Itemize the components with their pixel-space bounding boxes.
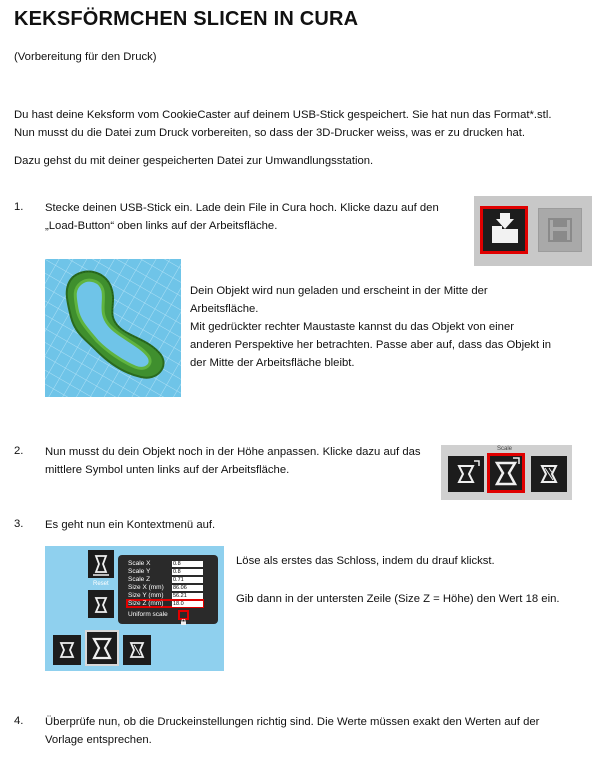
scale-tool-button[interactable] [487,453,525,493]
cura-viewport-screenshot [45,259,181,397]
scale-z-input[interactable]: 0.71 [172,577,203,583]
scale-label: Scale [497,446,513,452]
size-y-input[interactable]: 56.21 [172,593,203,599]
rotate-tool-button[interactable] [531,456,567,492]
object-text-line-3: Mit gedrückter rechter Maustaste kannst du das Objekt von einer [190,321,515,333]
size-z-label: Size Z (mm) [128,600,164,607]
intro-line-3: Dazu gehst du mit deiner gespeicherten Datei zur Umwandlungsstation. [14,155,374,167]
step-4-line-2: Vorlage entsprechen. [45,734,152,746]
scale-x-label: Scale X [128,560,151,567]
scale-y-label: Scale Y [128,568,151,575]
step-2-line-2: mittlere Symbol unten links auf der Arbeitsfläche. [45,464,290,476]
intro-line-1: Du hast deine Keksform vom CookieCaster auf deinem USB-Stick gespeichert. Sie hat nun das Format*.stl. [14,109,552,121]
object-text-line-2: Arbeitsfläche. [190,303,259,315]
scale-tool-icon [490,456,522,490]
move-tool-icon [448,456,484,492]
page-title: KEKSFÖRMCHEN SLICEN IN CURA [14,8,359,30]
scale-x-input[interactable]: 0.8 [172,561,203,567]
scale-tool-button-small[interactable] [85,630,119,666]
uniform-scale-label: Uniform scale [128,611,168,618]
intro-line-2: Nun musst du die Datei zum Druck vorbereiten, so dass der 3D-Drucker weiss, was er zu drucken hat. [14,127,526,139]
step-1-number: 1. [14,201,24,213]
save-button[interactable] [538,208,582,252]
scale-tool-icon [87,632,117,664]
lock-icon [180,619,187,625]
save-disk-icon [539,209,581,251]
size-y-label: Size Y (mm) [128,592,164,599]
object-text-line-1: Dein Objekt wird nun geladen und erscheint in der Mitte der [190,285,488,297]
step-4-line-1: Überprüfe nun, ob die Druckeinstellungen richtig sind. Die Werte müssen exakt den Werten auf der [45,716,540,728]
scale-settings-menu [118,555,218,624]
move-tool-button-small[interactable] [53,635,81,665]
step-2-line-1: Nun musst du dein Objekt noch in der Höhe anpassen. Klicke dazu auf das [45,446,421,458]
rotate-tool-icon [531,456,567,492]
subtitle: (Vorbereitung für den Druck) [14,51,157,63]
move-tool-button[interactable] [448,456,484,492]
object-text-line-5: der Mitte der Arbeitsfläche bleibt. [190,357,355,369]
step-2-number: 2. [14,445,24,457]
step-3-text-line-2: Gib dann in der untersten Zeile (Size Z = Höhe) den Wert 18 ein. [236,593,560,605]
object-text-line-4: anderen Perspektive her betrachten. Passe aber auf, dass das Objekt in [190,339,552,351]
lay-flat-icon [88,550,114,578]
step-1-line-2: „Load-Button“ oben links auf der Arbeitsfläche. [45,220,278,232]
step-3-line-1: Es geht nun ein Kontextmenü auf. [45,519,216,531]
step-4-number: 4. [14,715,24,727]
cura-toolbar-screenshot [474,196,592,266]
rotate-tool-icon [123,635,151,665]
reset-icon [88,590,114,618]
cura-tools-screenshot [441,445,572,500]
size-x-input[interactable]: 86.06 [172,585,203,591]
step-1-line-1: Stecke deinen USB-Stick ein. Lade dein File in Cura hoch. Klicke dazu auf den [45,202,439,214]
cura-scale-menu-screenshot [45,546,224,671]
uniform-scale-lock-button[interactable] [178,610,189,620]
scale-z-label: Scale Z [128,576,151,583]
size-x-label: Size X (mm) [128,584,164,591]
size-z-input[interactable]: 18.0 [172,601,203,607]
lay-flat-button[interactable] [88,550,114,578]
rotate-tool-button-small[interactable] [123,635,151,665]
step-3-number: 3. [14,518,24,530]
scale-y-input[interactable]: 0.8 [172,569,203,575]
cookie-cutter-model [45,259,181,397]
move-tool-icon [53,635,81,665]
load-button[interactable] [480,206,528,254]
step-3-text-line-1: Löse als erstes das Schloss, indem du drauf klickst. [236,555,495,567]
reset-label: Reset [93,581,109,587]
reset-button[interactable] [88,590,114,618]
load-folder-icon [483,209,525,251]
